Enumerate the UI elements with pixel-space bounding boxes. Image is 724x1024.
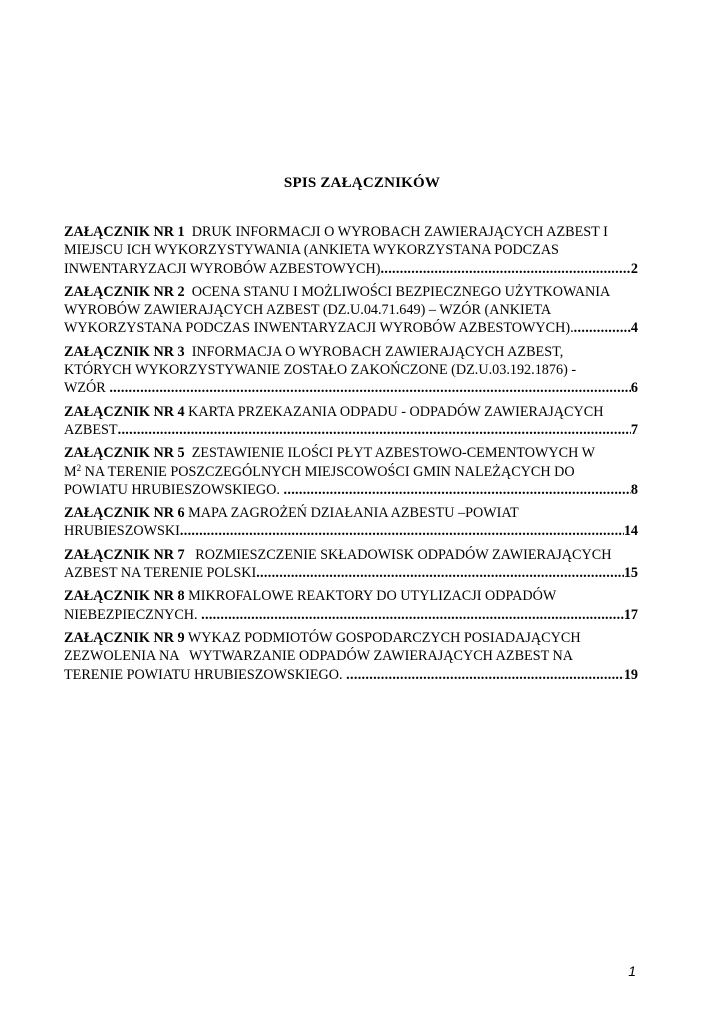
toc-entry-text: HRUBIESZOWSKI: [64, 523, 180, 540]
toc-page-number: 17: [623, 606, 638, 623]
toc-entry-label: ZAŁĄCZNIK NR 2: [64, 283, 185, 300]
toc-page-number: 6: [630, 380, 638, 397]
toc-entry-text: INFORMACJA O WYROBACH ZAWIERAJĄCYCH AZBEST,: [184, 343, 564, 360]
toc-entry-text: ROZMIESZCZENIE SKŁADOWISK ODPADÓW ZAWIERAJĄCYCH: [184, 546, 612, 563]
toc-leader-dots: [574, 319, 631, 337]
toc-entry-last-line: [64, 421, 638, 439]
toc-entry-text: OCENA STANU I MOŻLIWOŚCI BEZPIECZNEGO UŻYTKOWANIA: [184, 283, 611, 300]
toc-entry-text: TERENIE POWIATU HRUBIESZOWSKIEGO.: [64, 666, 347, 683]
toc-leader-dots: [109, 379, 631, 397]
toc-entry-text: KARTA PRZEKAZANIA ODPADU - ODPADÓW ZAWIERAJĄCYCH: [184, 403, 604, 420]
toc-entry-1[interactable]: [64, 223, 638, 278]
toc-entry-5[interactable]: [64, 444, 638, 499]
page-title: SPIS ZAŁĄCZNIKÓW: [283, 175, 441, 191]
toc-entry-text: INWENTARYZACJI WYROBÓW AZBESTOWYCH): [64, 260, 381, 277]
toc-entry-label: ZAŁĄCZNIK NR 8: [64, 588, 185, 605]
toc-page-number: 7: [630, 421, 638, 438]
toc-entry-label: ZAŁĄCZNIK NR 3: [64, 343, 185, 360]
toc-entry-4[interactable]: [64, 403, 638, 440]
toc-entry-line: [64, 546, 638, 564]
toc-entry-line: [64, 587, 638, 605]
toc-entry-line: ZEZWOLENIA NA WYTWARZANIE ODPADÓW ZAWIERAJĄCYCH AZBEST NA: [64, 648, 574, 665]
toc-leader-dots: [180, 522, 624, 540]
toc-entry-last-line: [64, 379, 638, 397]
toc-entry-last-line: [64, 564, 638, 582]
toc-entry-text: POWIATU HRUBIESZOWSKIEGO.: [64, 481, 284, 498]
toc-entry-text: WYKORZYSTANA PODCZAS INWENTARYZACJI WYROBÓW AZBESTOWYCH).: [64, 320, 574, 337]
toc-entry-label: ZAŁĄCZNIK NR 9: [64, 629, 185, 646]
toc-entry-line: KTÓRYCH WYKORZYSTYWANIE ZOSTAŁO ZAKOŃCZONE (DZ.U.03.192.1876) -: [64, 362, 577, 379]
toc-leader-dots: [381, 260, 631, 278]
toc-entry-3[interactable]: [64, 343, 638, 398]
toc-leader-dots: [284, 481, 631, 499]
toc-leader-dots: [118, 421, 631, 439]
toc-entry-last-line: [64, 319, 638, 337]
toc-entry-7[interactable]: [64, 546, 638, 583]
toc-entry-8[interactable]: [64, 587, 638, 624]
toc-entry-last-line: [64, 666, 638, 684]
toc-page-number: 4: [630, 320, 638, 337]
toc-entry-last-line: [64, 260, 638, 278]
toc-entry-line: [64, 629, 638, 647]
toc-entry-text: DRUK INFORMACJI O WYROBACH ZAWIERAJĄCYCH AZBEST I: [184, 224, 608, 240]
toc-leader-dots: [201, 606, 624, 624]
toc-entry-text: NA TERENIE POSZCZEGÓLNYCH MIEJSCOWOŚCI GMIN NALEŻĄCYCH DO: [81, 463, 575, 480]
toc-entry-text: ZESTAWIENIE ILOŚCI PŁYT AZBESTOWO-CEMENTOWYCH W: [184, 445, 596, 462]
toc-entry-line: [64, 463, 638, 481]
toc-entry-text: WZÓR: [64, 380, 110, 397]
superscript: 2: [76, 462, 82, 473]
toc-entry-text: NIEBEZPIECZNYCH.: [64, 606, 202, 623]
table-of-contents: [64, 223, 638, 689]
toc-page-number: 14: [623, 523, 638, 540]
toc-leader-dots: [256, 564, 624, 582]
toc-entry-line: [64, 343, 638, 361]
toc-entry-label: ZAŁĄCZNIK NR 4: [64, 403, 185, 420]
toc-entry-line: [64, 223, 638, 241]
toc-page-number: 8: [630, 481, 638, 498]
toc-entry-label: ZAŁĄCZNIK NR 5: [64, 445, 185, 462]
toc-leader-dots: [346, 666, 624, 684]
toc-entry-line: [64, 283, 638, 301]
toc-entry-text: M: [64, 463, 77, 480]
toc-entry-text: AZBEST: [64, 421, 118, 438]
toc-entry-text: AZBEST NA TERENIE POLSKI: [64, 565, 257, 582]
toc-entry-last-line: [64, 481, 638, 499]
toc-entry-line: MIEJSCU ICH WYKORZYSTYWANIA (ANKIETA WYKORZYSTANA PODCZAS: [64, 242, 559, 259]
toc-page-number: 15: [623, 565, 638, 582]
toc-entry-text: MAPA ZAGROŻEŃ DZIAŁANIA AZBESTU –POWIAT: [184, 505, 519, 522]
toc-entry-2[interactable]: [64, 283, 638, 338]
toc-entry-9[interactable]: [64, 629, 638, 684]
toc-entry-label: ZAŁĄCZNIK NR 6: [64, 505, 185, 522]
toc-entry-label: ZAŁĄCZNIK NR 1: [64, 224, 185, 240]
toc-page-number: 2: [630, 260, 638, 277]
toc-entry-text: MIKROFALOWE REAKTORY DO UTYLIZACJI ODPADÓW: [184, 588, 557, 605]
toc-entry-6[interactable]: [64, 504, 638, 541]
toc-page-number: 19: [623, 666, 638, 683]
toc-entry-last-line: [64, 522, 638, 540]
toc-entry-last-line: [64, 606, 638, 624]
toc-entry-line: [64, 504, 638, 522]
toc-entry-line: WYROBÓW ZAWIERAJĄCYCH AZBEST (DZ.U.04.71.649) – WZÓR (ANKIETA: [64, 302, 552, 319]
toc-entry-label: ZAŁĄCZNIK NR 7: [64, 546, 185, 563]
toc-entry-line: [64, 403, 638, 421]
page-number: 1: [628, 963, 636, 979]
toc-entry-line: [64, 444, 638, 462]
toc-entry-text: WYKAZ PODMIOTÓW GOSPODARCZYCH POSIADAJĄCYCH: [184, 629, 581, 646]
